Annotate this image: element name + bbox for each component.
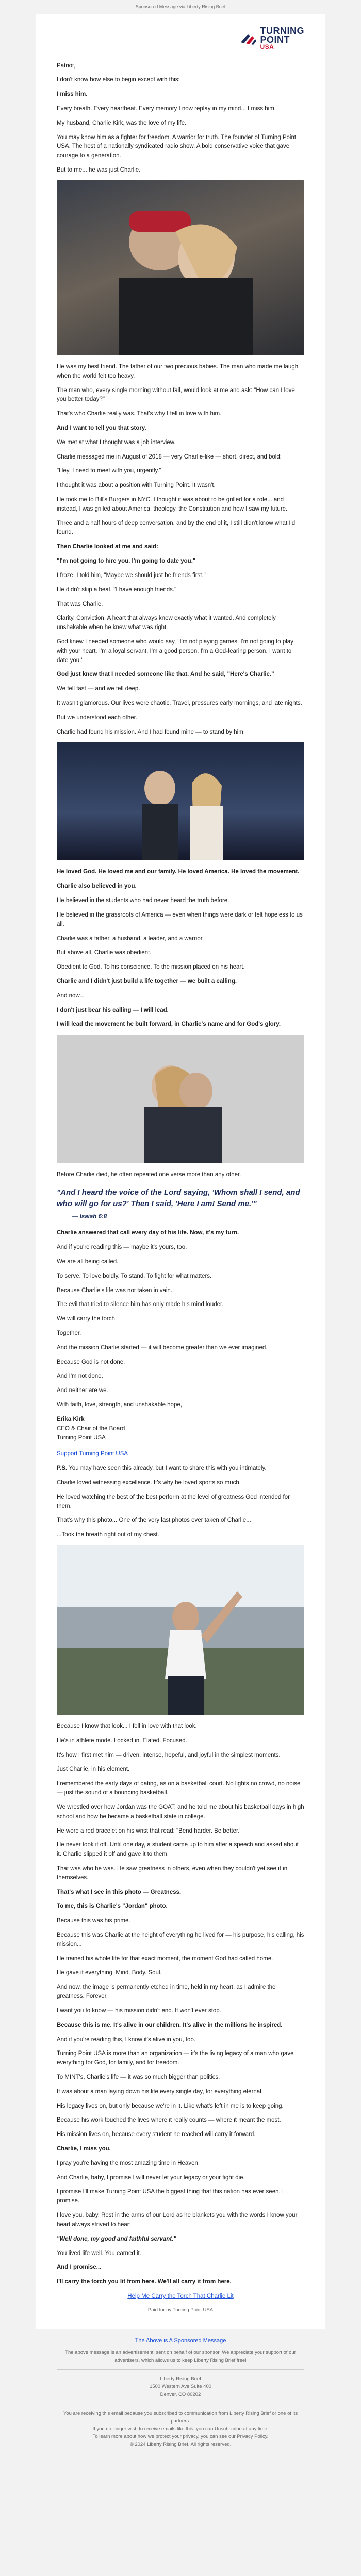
para: Every breath. Every heartbeat. Every memory I now replay in my mind... I miss him. — [57, 106, 276, 112]
para: But to me... he was just Charlie. — [57, 167, 141, 174]
footer-disclaimer: The above message is an advertisement, sent on behalf of our sponsor. We appreciate your support of our advertisers, which allows us to keep Liberty Rising Brief free! — [65, 2349, 296, 2363]
para: He wore a red bracelet on his wrist that read: "Bend harder. Be better." — [57, 1827, 242, 1834]
para: That's who Charlie really was. That's why I fell in love with him. — [57, 411, 222, 417]
photo-stadium-image — [57, 1545, 304, 1715]
para: And now, the image is permanently etched in time, held in my heart, as I admire the greatness. Forever. — [57, 1984, 276, 2000]
para: I don't just bear his calling — I will lead. — [57, 1007, 169, 1013]
para: Charlie also believed in you. — [57, 883, 137, 890]
logo-line2: POINT — [260, 35, 290, 45]
signature-name: Erika Kirk — [57, 1416, 85, 1422]
photo-stadium — [57, 1545, 304, 1715]
para: Because his work touched the lives where it really counts — where it meant the most. — [57, 2117, 281, 2124]
signature-title: CEO & Chair of the Board — [57, 1425, 125, 1432]
para: Charlie answered that call every day of his life. Now, it's my turn. — [57, 1230, 239, 1236]
para: His legacy lives on, but only because we're in it. Like what's left in me is to keep going. — [57, 2103, 284, 2109]
para: And Charlie, baby, I promise I will never let your legacy or your fight die. — [57, 2174, 245, 2181]
footer-divider — [57, 2369, 304, 2370]
para: I will lead the movement he built forward, in Charlie's name and for God's glory. — [57, 1021, 281, 1028]
footer-line-2: You are receiving this email because you subscribed to communication from Liberty Rising Brief or one of its partners. — [63, 2410, 298, 2424]
para: I miss him. — [57, 91, 88, 98]
para: He was my best friend. The father of our two precious babies. The man who made me laugh when the world felt too heavy. — [57, 363, 299, 379]
para: Before Charlie died, he often repeated one verse more than any other. — [57, 1172, 241, 1178]
para: Because this was Charlie at the height of everything he lived for — his purpose, his calling, his mission... — [57, 1932, 304, 1947]
ps-label: P.S. — [57, 1465, 68, 1472]
photo-couple-1-image — [57, 180, 304, 355]
para: He loved God. He loved me and our family. He loved America. He loved the movement. — [57, 869, 300, 875]
scripture-quote: "And I heard the voice of the Lord saying, 'Whom shall I send, and who will go for us?' Then I said, 'Here I am! Send me.'" — [57, 1188, 300, 1208]
para: We met at what I thought was a job interview. — [57, 439, 176, 446]
para: Because I know that look... I fell in love with that look. — [57, 1723, 197, 1730]
photo-couple-3-image — [57, 1035, 304, 1163]
para: I promise I'll make Turning Point USA the biggest thing that this nation has ever seen. I promise. — [57, 2189, 284, 2205]
photo-couple-2-image — [57, 742, 304, 860]
para: I thought it was about a position with Turning Point. It wasn't. — [57, 482, 216, 489]
footer-unsubscribe[interactable]: If you no longer wish to receive emails like this, you can Unsubscribe at any time. — [92, 2426, 269, 2432]
para: And I promise... — [57, 2264, 102, 2271]
photo-couple-3 — [57, 1035, 304, 1163]
footer-brand: Liberty Rising Brief — [160, 2376, 201, 2382]
para: I'll carry the torch you lit from here. We'll all carry it from here. — [57, 2279, 232, 2285]
para: To MINT's, Charlie's life — it was so much bigger than politics. — [57, 2074, 220, 2080]
para: The man who, every single morning without fail, would look at me and ask: "How can I love you better today?" — [57, 387, 295, 403]
para: Charlie and I didn't just build a life together — we built a calling. — [57, 978, 237, 985]
para: To me, this is Charlie's "Jordan" photo. — [57, 1903, 168, 1910]
para: He took me to Bill's Burgers in NYC. I thought it was about to be grilled for a role... and instead, I was grilled about America, theology, the Constitution and how I saw my future. — [57, 497, 288, 512]
para: That was who he was. He saw greatness in others, even when they couldn't yet see it in themselves. — [57, 1865, 288, 1881]
para: I don't know how else to begin except with this: — [57, 77, 180, 83]
para: Just Charlie, in his element. — [57, 1766, 130, 1773]
footer-address-2: Denver, CO 80202 — [160, 2392, 201, 2398]
para: Charlie had found his mission. And I had found mine — to stand by him. — [57, 728, 245, 735]
footer-copyright: © 2024 Liberty Rising Brief. All rights reserved. — [129, 2442, 232, 2448]
para: To serve. To love boldly. To stand. To fight for what matters. — [57, 1273, 212, 1279]
top-note: Sponsored Message via Liberty Rising Brief — [135, 4, 226, 9]
para: But above all, Charlie was obedient. — [57, 950, 152, 956]
para: Because Charlie's life was not taken in vain. — [57, 1287, 173, 1294]
para: I want you to know — his mission didn't end. It won't ever stop. — [57, 2007, 221, 2014]
para: "I'm not going to hire you. I'm going to date you." — [57, 558, 196, 565]
para: Obedient to God. To his conscience. To the mission placed on his heart. — [57, 964, 245, 971]
para: And I want to tell you that story. — [57, 425, 146, 431]
para: Because this was his prime. — [57, 1918, 130, 1924]
para: It was about a man laying down his life every single day, for everything eternal. — [57, 2088, 263, 2095]
para: "Well done, my good and faithful servant." — [57, 2235, 176, 2242]
email-card — [36, 14, 325, 2329]
para: It's how I first met him — driven, intense, hopeful, and joyful in the simplest moments. — [57, 1752, 281, 1758]
para: "Hey, I need to meet with you, urgently." — [57, 468, 161, 474]
para: Three and a half hours of deep conversation, and by the end of it, I still didn't know what I'd found. — [57, 520, 296, 536]
logo-text — [260, 27, 305, 50]
logo-row — [57, 27, 304, 50]
para: Because this is me. It's alive in our children. It's alive in the millions he inspired. — [57, 2022, 283, 2028]
para: He never took it off. Until one day, a student came up to him after a speech and asked about it. Charlie slipped it off and gave it to them. — [57, 1842, 299, 1858]
para: I pray you're having the most amazing time in Heaven. — [57, 2160, 200, 2166]
para: We will carry the torch. — [57, 1316, 117, 1323]
para: With faith, love, strength, and unshakable hope, — [57, 1402, 182, 1409]
para: And neither are we. — [57, 1387, 108, 1394]
para: You may know him as a fighter for freedom. A warrior for truth. The founder of Turning Point USA. The host of a nationally syndicated radio show. A bold conservative voice that gave courage to a generation. — [57, 134, 297, 159]
para: You lived life well. You earned it. — [57, 2250, 141, 2257]
para: Clarity. Conviction. A heart that always knew exactly what it wanted. And completely unshakable when he knew what was right. — [57, 615, 276, 631]
para: Charlie messaged me in August of 2018 — very Charlie-like — short, direct, and bold: — [57, 453, 282, 460]
para: And if you're reading this, I know it's alive in you, too. — [57, 2036, 196, 2043]
signature-org: Turning Point USA — [57, 1434, 106, 1441]
para: Turning Point USA is more than an organization — it's the living legacy of a man who gave everything for God, for family, and for freedom. — [57, 2050, 294, 2066]
para: He gave it everything. Mind. Body. Soul. — [57, 1970, 162, 1976]
footer — [36, 2329, 325, 2459]
para: We wrestled over how Jordan was the GOAT, and he told me about his basketball days in high school and how he became a basketball state in college. — [57, 1804, 304, 1820]
para: You may have seen this already, but I want to share this with you intimately. — [69, 1465, 267, 1472]
scripture-citation: — Isaiah 6:8 — [72, 1213, 107, 1220]
para: I froze. I told him, "Maybe we should just be friends first." — [57, 572, 206, 579]
para: Because God is not done. — [57, 1359, 125, 1365]
para: He believed in the students who had never heard the truth before. — [57, 897, 229, 904]
photo-couple-1 — [57, 180, 304, 355]
signature-block — [57, 1415, 304, 1443]
para: We are all being called. — [57, 1258, 119, 1265]
para: Together. — [57, 1330, 81, 1337]
logo-line3: USA — [260, 43, 274, 51]
para: But we understood each other. — [57, 714, 137, 721]
brand-logo[interactable] — [240, 27, 305, 50]
para: He trained his whole life for that exact moment, the moment God had called home. — [57, 1955, 273, 1962]
para: That was Charlie. — [57, 601, 103, 607]
para: Charlie was a father, a husband, a leader, and a warrior. — [57, 935, 204, 942]
carry-torch-link[interactable]: Help Me Carry the Torch That Charlie Lit — [127, 2293, 234, 2299]
para: He believed in the grassroots of America — even when things were dark or felt hopeless to us all. — [57, 911, 303, 927]
paid-for-note: Paid for by Turning Point USA — [147, 2307, 214, 2313]
para: That's what I see in this photo — Greatness. — [57, 1889, 182, 1895]
para: And the mission Charlie started — it will become greater than we ever imagined. — [57, 1344, 268, 1351]
para: And I'm not done. — [57, 1373, 103, 1380]
para: He loved watching the best of the best perform at the level of greatness God intended for them. — [57, 1494, 290, 1510]
para: My husband, Charlie Kirk, was the love of my life. — [57, 120, 187, 126]
para: His mission lives on, because every student he reached will carry it forward. — [57, 2131, 256, 2138]
photo-couple-2 — [57, 742, 304, 860]
logo-line1: TURNING — [260, 26, 304, 36]
logo-torch-icon — [240, 32, 257, 45]
para: I love you, baby. Rest in the arms of our Lord as he blankets you with the words I know your heart always strived to hear: — [57, 2212, 298, 2228]
para: And if you're reading this — maybe it's yours, too. — [57, 1244, 187, 1251]
para: He's in athlete mode. Locked in. Elated. Focused. — [57, 1737, 187, 1744]
greeting: Patriot, — [57, 62, 76, 69]
para: It wasn't glamorous. Our lives were chaotic. Travel, pressures early mornings, and late nights. — [57, 700, 302, 707]
para: God just knew that I needed someone like that. And he said, "Here's Charlie." — [57, 671, 274, 678]
para: God knew I needed someone who would say, "I'm not playing games. I'm not going to play with your heart. I'm a loyal servant. I'm a good person. I'm a God-fearing person. I want to date you." — [57, 638, 293, 664]
footer-address-1: 1500 Western Ave Suite 400 — [149, 2384, 212, 2390]
para: ...Took the breath right out of my chest. — [57, 1532, 159, 1538]
para: We fell fast — and we fell deep. — [57, 686, 140, 692]
footer-title[interactable]: The Above is A Sponsored Message — [135, 2337, 226, 2344]
para: Then Charlie looked at me and said: — [57, 544, 158, 550]
para: He didn't skip a beat. "I have enough friends." — [57, 586, 177, 593]
support-link[interactable]: Support Turning Point USA — [57, 1451, 128, 1458]
para: I remembered the early days of dating, as on a basketball court. No lights no crowd, no noise — just the sound of a bouncing basketball. — [57, 1781, 301, 1797]
para: Charlie loved witnessing excellence. It's why he loved sports so much. — [57, 1479, 241, 1486]
para: That's why this photo... One of the very last photos ever taken of Charlie... — [57, 1517, 251, 1524]
para: The evil that tried to silence him has only made his mind louder. — [57, 1301, 224, 1308]
para: Charlie, I miss you. — [57, 2146, 111, 2153]
para: And now... — [57, 992, 85, 999]
footer-privacy[interactable]: To learn more about how we protect your privacy, you can see our Privacy Policy. — [92, 2434, 269, 2440]
